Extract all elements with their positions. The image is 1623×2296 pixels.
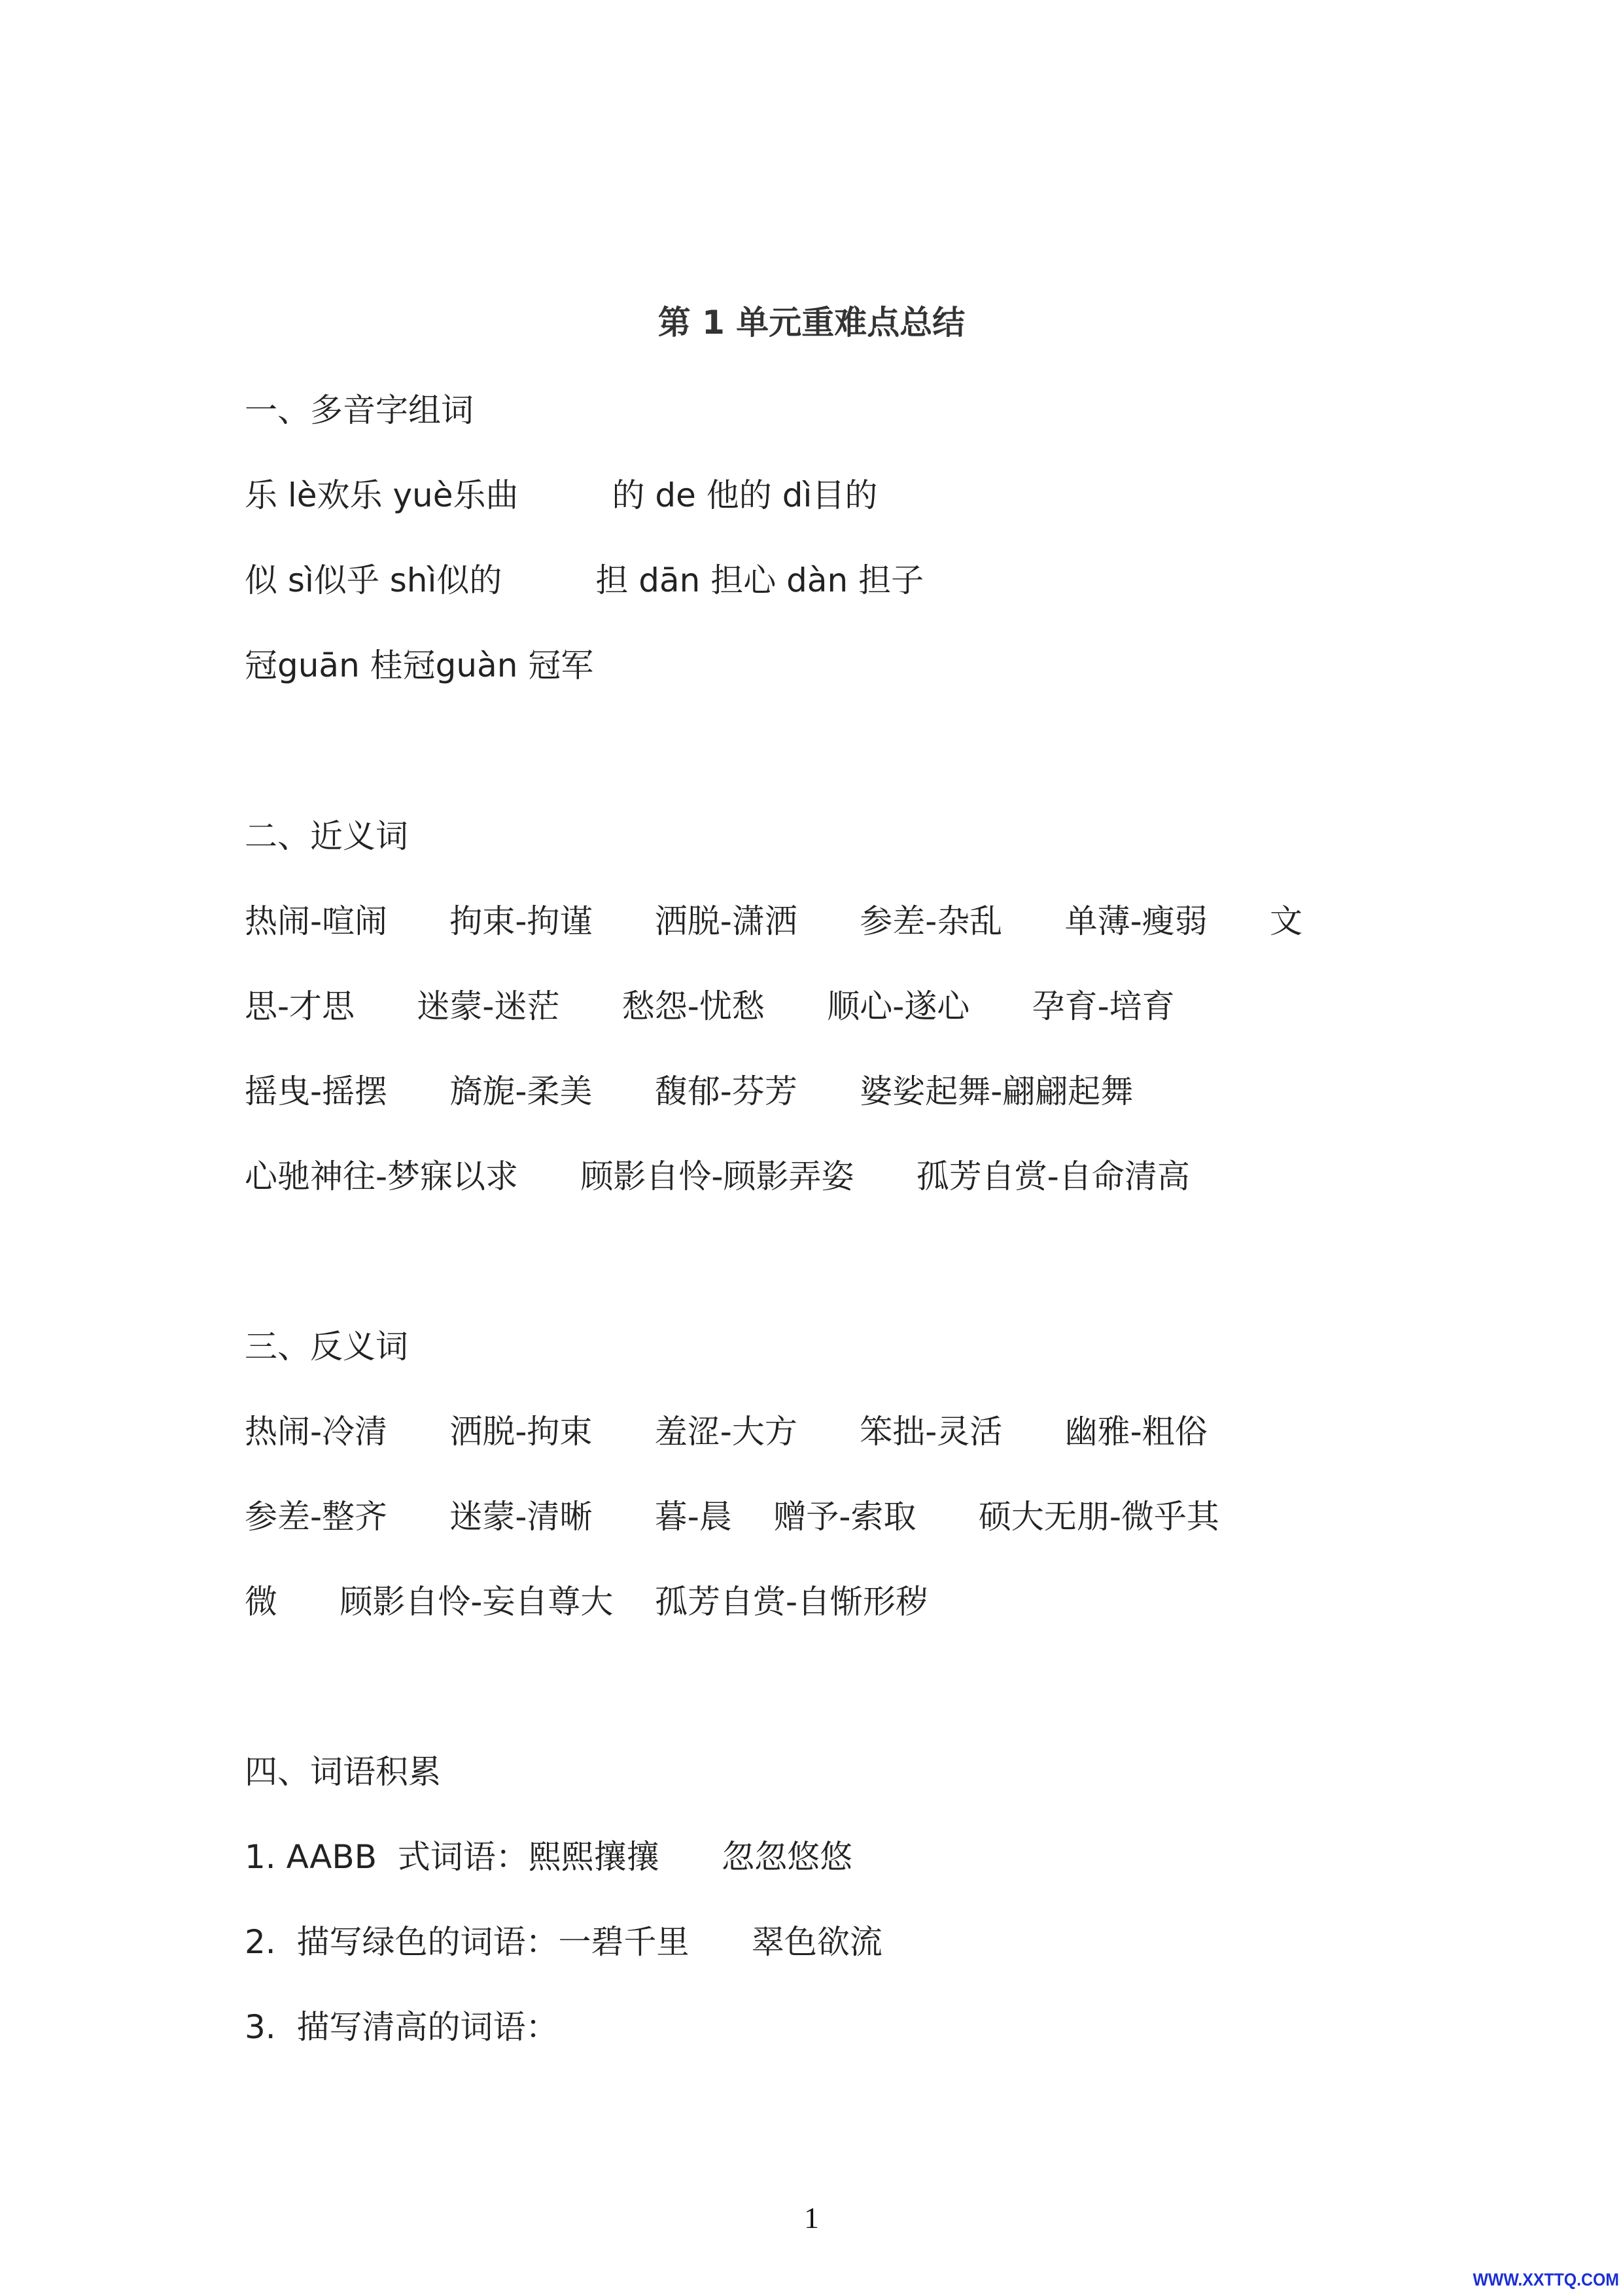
page-number: 1 (804, 2201, 819, 2234)
vocabulary-line-2: 2. 描写绿色的词语：一碧千里 翠色欲流 (245, 1923, 882, 1961)
antonyms-line-3: 微 顾影自怜-妄自尊大 孤芳自赏-自惭形秽 (245, 1583, 929, 1621)
synonyms-line-2: 思-才思 迷蒙-迷茫 愁怨-忧愁 顺心-遂心 孕育-培育 (245, 987, 1175, 1025)
vocabulary-line-1: 1. AABB 式词语：熙熙攘攘 忽忽悠悠 (245, 1838, 853, 1876)
watermark-link[interactable]: WWW.XXTTQ.COM (1473, 2270, 1619, 2289)
antonyms-line-1: 热闹-冷清 洒脱-拘束 羞涩-大方 笨拙-灵活 幽雅-粗俗 (245, 1413, 1208, 1451)
synonyms-line-4: 心驰神往-梦寐以求 顾影自怜-顾影弄姿 孤芳自赏-自命清高 (245, 1157, 1190, 1195)
document-title: 第 1 单元重难点总结 (657, 304, 966, 342)
vocabulary-line-3: 3. 描写清高的词语： (245, 2008, 559, 2046)
synonyms-line-3: 摇曳-摇摆 旖旎-柔美 馥郁-芬芳 婆娑起舞-翩翩起舞 (245, 1072, 1134, 1110)
section-heading-synonyms: 二、近义词 (245, 817, 408, 855)
polyphonic-line-3: 冠guān 桂冠guàn 冠军 (245, 646, 594, 684)
polyphonic-line-1: 乐 lè欢乐 yuè乐曲 的 de 他的 dì目的 (245, 476, 878, 514)
synonyms-line-1: 热闹-喧闹 拘束-拘谨 洒脱-潇洒 参差-杂乱 单薄-瘦弱 文 (245, 902, 1303, 940)
polyphonic-line-2: 似 sì似乎 shì似的 担 dān 担心 dàn 担子 (245, 561, 924, 599)
section-heading-antonyms: 三、反义词 (245, 1328, 408, 1366)
antonyms-line-2: 参差-整齐 迷蒙-清晰 暮-晨 赠予-索取 硕大无朋-微乎其 (245, 1498, 1219, 1536)
section-heading-polyphonic: 一、多音字组词 (245, 391, 474, 429)
section-heading-vocabulary: 四、词语积累 (245, 1753, 441, 1791)
